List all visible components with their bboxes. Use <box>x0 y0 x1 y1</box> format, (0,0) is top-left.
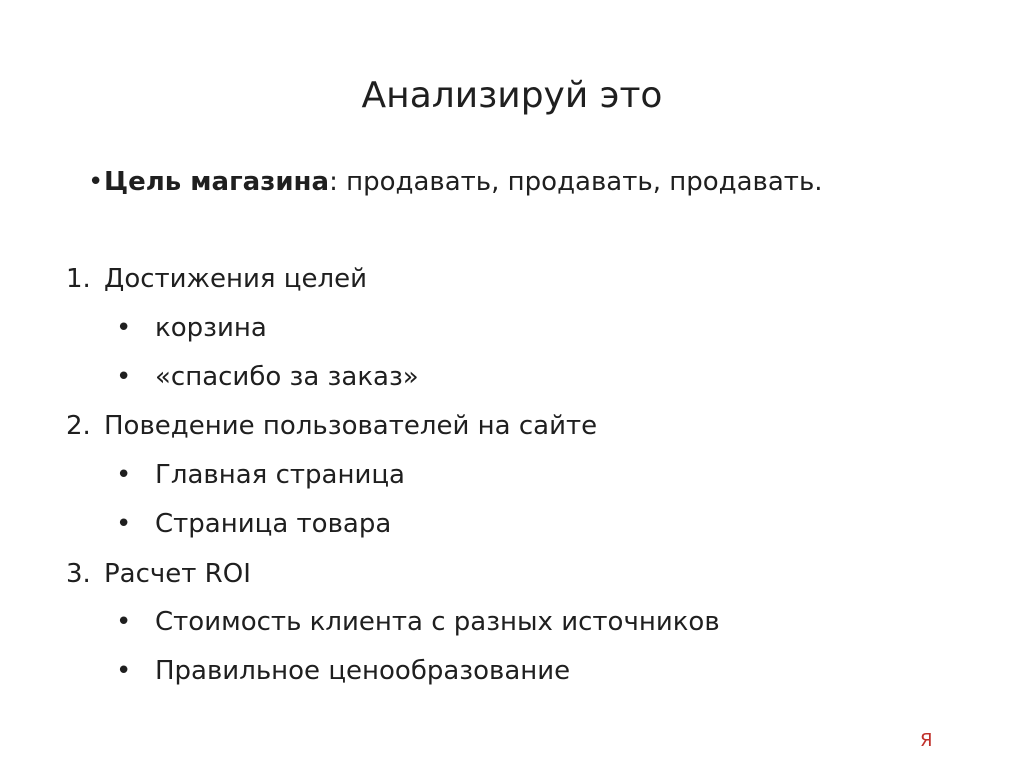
sub-bullet: • <box>116 460 132 490</box>
list-item-text-3: Расчет ROI <box>104 559 251 589</box>
sub-item-text: корзина <box>155 313 267 343</box>
list-item-2 <box>64 409 964 443</box>
slide-title: Анализируй это <box>361 75 663 116</box>
sub-bullet: • <box>116 607 132 637</box>
sub-bullet: • <box>116 509 132 539</box>
sub-bullet: • <box>116 313 132 343</box>
sub-bullet: • <box>116 656 132 686</box>
list-item-text-1: Достижения целей <box>104 264 367 294</box>
sub-item-text: Страница товара <box>155 509 392 539</box>
list-number-3: 3. <box>66 559 91 589</box>
sub-item-text: Правильное ценообразование <box>155 656 571 686</box>
list-number-1: 1. <box>66 264 91 294</box>
goal-text <box>104 165 823 199</box>
sub-item-text: Главная страница <box>155 460 405 490</box>
sub-item-2-2 <box>64 507 964 541</box>
list-item-text-2: Поведение пользователей на сайте <box>104 411 598 441</box>
sub-item-3-1 <box>64 605 964 639</box>
yandex-logo: Я <box>920 730 933 751</box>
goal-rest: : продавать, продавать, продавать. <box>329 167 823 197</box>
list-item-1 <box>64 262 964 296</box>
sub-item-2-1 <box>64 458 964 492</box>
goal-label: Цель магазина <box>104 167 330 197</box>
sub-item-text: «спасибо за заказ» <box>155 362 419 392</box>
sub-item-1-2 <box>64 360 964 394</box>
goal-bullet: • <box>88 167 104 197</box>
goal-line <box>64 165 964 199</box>
sub-item-text: Стоимость клиента с разных источников <box>155 607 720 637</box>
sub-bullet: • <box>116 362 132 392</box>
sub-item-3-2 <box>64 654 964 688</box>
list-number-2: 2. <box>66 411 91 441</box>
list-item-3 <box>64 557 964 591</box>
sub-item-1-1 <box>64 311 964 345</box>
